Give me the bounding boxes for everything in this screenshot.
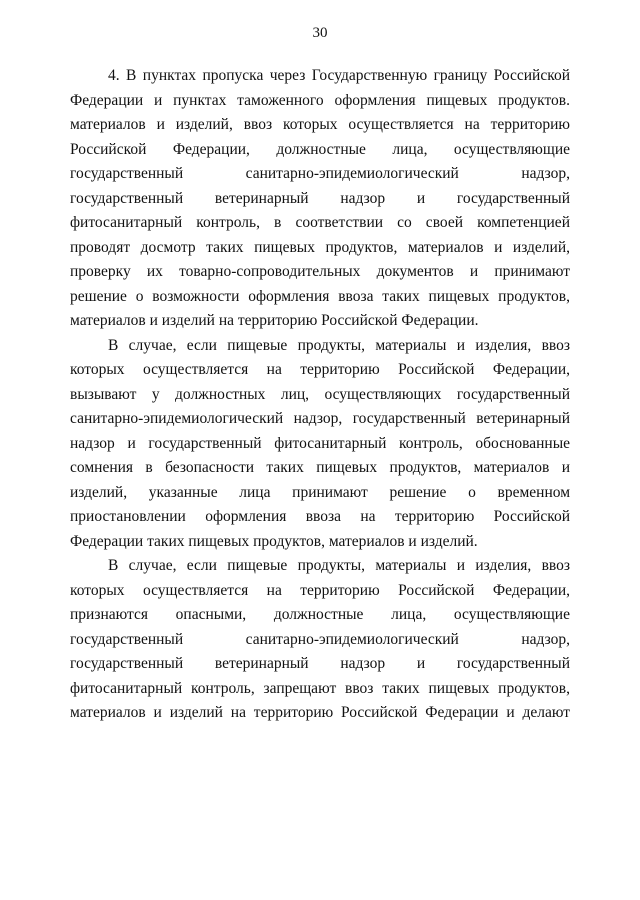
document-body	[70, 64, 570, 726]
text-line: проводят досмотр таких пищевых продуктов, материалов и изделий,	[70, 238, 570, 256]
text-line: материалов и изделий, ввоз которых осуществляется на территорию	[70, 116, 570, 133]
text-line: решение о возможности оформления ввоза таких пищевых продуктов,	[70, 287, 570, 305]
text-line: санитарно-эпидемиологический надзор, государственный ветеринарный	[70, 410, 570, 427]
text-line: Российской Федерации, должностные лица, осуществляющие	[70, 140, 570, 158]
paragraph-2	[70, 334, 570, 555]
text-line: признаются опасными, должностные лица, осуществляющие	[70, 606, 570, 623]
text-line: материалов и изделий на территорию Российской Федерации и делают	[70, 704, 570, 721]
paragraph-1	[70, 64, 570, 334]
text-line: Федерации и пунктах таможенного оформления пищевых продуктов.	[70, 91, 570, 109]
text-line: материалов и изделий на территорию Российской Федерации.	[70, 312, 479, 329]
text-line: изделий, указанные лица принимают решение о временном	[70, 483, 570, 501]
text-line: приостановлении оформления ввоза на территорию Российской	[70, 508, 570, 525]
text-line: Федерации таких пищевых продуктов, материалов и изделий.	[70, 532, 478, 550]
text-line: вызывают у должностных лиц, осуществляющих государственный	[70, 385, 570, 403]
text-line: 4. В пунктах пропуска через Государственную границу Российской	[108, 67, 570, 84]
text-line: которых осуществляется на территорию Российской Федерации,	[70, 581, 570, 599]
text-line: В случае, если пищевые продукты, материалы и изделия, ввоз	[108, 336, 570, 354]
text-line: проверку их товарно-сопроводительных документов и принимают	[70, 263, 570, 280]
text-line: государственный санитарно-эпидемиологический надзор,	[70, 630, 570, 648]
text-line: сомнения в безопасности таких пищевых продуктов, материалов и	[70, 459, 570, 476]
text-line: В случае, если пищевые продукты, материалы и изделия, ввоз	[108, 557, 570, 574]
text-line: государственный санитарно-эпидемиологический надзор,	[70, 165, 570, 182]
paragraph-3	[70, 554, 570, 726]
text-line: фитосанитарный контроль, запрещают ввоз таких пищевых продуктов,	[70, 679, 570, 697]
text-line: фитосанитарный контроль, в соответствии со своей компетенцией	[70, 214, 570, 231]
text-line: которых осуществляется на территорию Российской Федерации,	[70, 361, 570, 378]
text-line: государственный ветеринарный надзор и государственный	[70, 655, 570, 672]
text-line: государственный ветеринарный надзор и государственный	[70, 189, 570, 207]
page-number: 30	[312, 25, 328, 41]
text-line: надзор и государственный фитосанитарный контроль, обоснованные	[70, 434, 570, 452]
